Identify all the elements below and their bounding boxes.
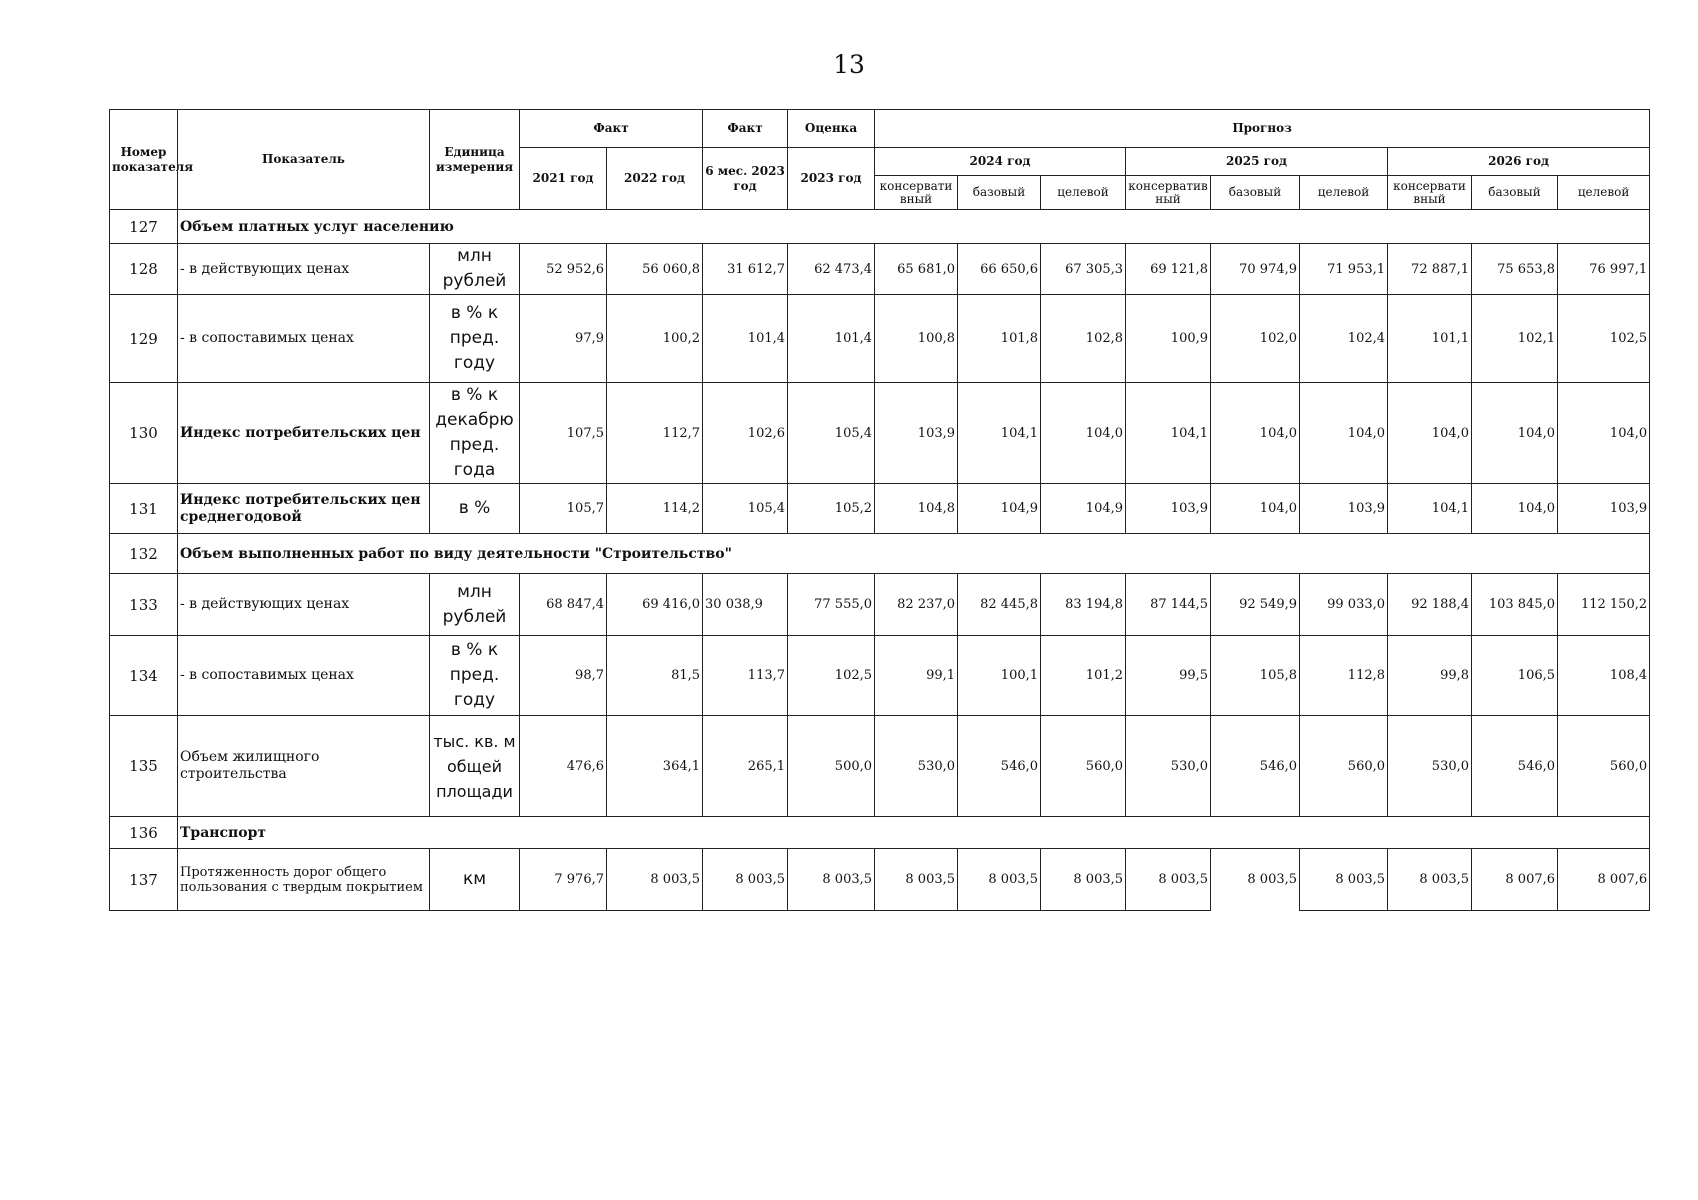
row-number: 135 [110, 716, 178, 817]
value-cell: 105,4 [703, 484, 788, 534]
value-cell: 102,1 [1472, 295, 1558, 383]
header-scenario-conservative: консервативный [875, 176, 958, 210]
value-cell: 265,1 [703, 716, 788, 817]
table-body [110, 210, 1650, 911]
value-cell: 103,9 [1126, 484, 1211, 534]
value-cell: 103,9 [1300, 484, 1388, 534]
unit-cell: км [430, 849, 520, 911]
indicator-name: - в действующих ценах [178, 574, 430, 636]
value-cell: 69 416,0 [607, 574, 703, 636]
value-cell: 560,0 [1041, 716, 1126, 817]
value-cell: 62 473,4 [788, 244, 875, 295]
header-scenario-target: целевой [1041, 176, 1126, 210]
row-number: 130 [110, 383, 178, 484]
value-cell: 546,0 [1211, 716, 1300, 817]
value-cell: 8 003,5 [958, 849, 1041, 911]
indicator-name: Индекс потребительских цен [178, 383, 430, 484]
value-cell: 104,0 [1558, 383, 1650, 484]
value-cell: 82 237,0 [875, 574, 958, 636]
row-number: 134 [110, 636, 178, 716]
value-cell: 8 003,5 [875, 849, 958, 911]
value-cell: 75 653,8 [1472, 244, 1558, 295]
unit-cell: в % к пред. году [430, 295, 520, 383]
table-row [110, 210, 1650, 244]
header-2026: 2026 год [1388, 148, 1650, 176]
header-scenario-base: базовый [1472, 176, 1558, 210]
value-cell: 100,8 [875, 295, 958, 383]
value-cell: 102,8 [1041, 295, 1126, 383]
value-cell: 92 549,9 [1211, 574, 1300, 636]
value-cell: 106,5 [1472, 636, 1558, 716]
header-scenario-base: базовый [1211, 176, 1300, 210]
value-cell: 530,0 [1126, 716, 1211, 817]
header-fact: Факт [520, 110, 703, 148]
value-cell: 68 847,4 [520, 574, 607, 636]
value-cell: 546,0 [958, 716, 1041, 817]
indicator-name: Индекс потребительских цен среднегодовой [178, 484, 430, 534]
value-cell: 112,7 [607, 383, 703, 484]
value-cell: 476,6 [520, 716, 607, 817]
value-cell: 7 976,7 [520, 849, 607, 911]
value-cell: 8 003,5 [1211, 849, 1300, 911]
value-cell: 105,4 [788, 383, 875, 484]
value-cell: 104,0 [1211, 484, 1300, 534]
value-cell: 100,1 [958, 636, 1041, 716]
value-cell: 560,0 [1558, 716, 1650, 817]
header-scenario-target: целевой [1558, 176, 1650, 210]
value-cell: 76 997,1 [1558, 244, 1650, 295]
value-cell: 104,0 [1388, 383, 1472, 484]
value-cell: 113,7 [703, 636, 788, 716]
value-cell: 112,8 [1300, 636, 1388, 716]
value-cell: 8 007,6 [1472, 849, 1558, 911]
row-number: 128 [110, 244, 178, 295]
value-cell: 69 121,8 [1126, 244, 1211, 295]
value-cell: 104,1 [958, 383, 1041, 484]
value-cell: 8 007,6 [1558, 849, 1650, 911]
row-number: 136 [110, 817, 178, 849]
unit-cell: тыс. кв. м общей площади [430, 716, 520, 817]
value-cell: 104,9 [1041, 484, 1126, 534]
value-cell: 99,1 [875, 636, 958, 716]
value-cell: 101,1 [1388, 295, 1472, 383]
table-row [110, 244, 1650, 295]
forecast-table [109, 109, 1650, 911]
value-cell: 102,6 [703, 383, 788, 484]
header-2025: 2025 год [1126, 148, 1388, 176]
value-cell: 99 033,0 [1300, 574, 1388, 636]
value-cell: 102,5 [788, 636, 875, 716]
value-cell: 8 003,5 [1041, 849, 1126, 911]
value-cell: 104,8 [875, 484, 958, 534]
value-cell: 101,8 [958, 295, 1041, 383]
value-cell: 92 188,4 [1388, 574, 1472, 636]
indicator-name: - в сопоставимых ценах [178, 295, 430, 383]
value-cell: 82 445,8 [958, 574, 1041, 636]
table-row [110, 716, 1650, 817]
value-cell: 8 003,5 [788, 849, 875, 911]
row-number: 131 [110, 484, 178, 534]
header-forecast: Прогноз [875, 110, 1650, 148]
value-cell: 560,0 [1300, 716, 1388, 817]
indicator-name: Объем жилищного строительства [178, 716, 430, 817]
value-cell: 105,2 [788, 484, 875, 534]
table-row [110, 484, 1650, 534]
header-2024: 2024 год [875, 148, 1126, 176]
value-cell: 104,0 [1472, 383, 1558, 484]
value-cell: 100,2 [607, 295, 703, 383]
value-cell: 500,0 [788, 716, 875, 817]
value-cell: 100,9 [1126, 295, 1211, 383]
value-cell: 364,1 [607, 716, 703, 817]
value-cell: 101,2 [1041, 636, 1126, 716]
table-row [110, 817, 1650, 849]
value-cell: 530,0 [875, 716, 958, 817]
value-cell: 105,8 [1211, 636, 1300, 716]
unit-cell: млн рублей [430, 574, 520, 636]
header-indicator: Показатель [178, 110, 430, 210]
header-6m-2023: 6 мес. 2023 год [703, 148, 788, 210]
value-cell: 112 150,2 [1558, 574, 1650, 636]
value-cell: 30 038,9 [703, 574, 788, 636]
value-cell: 103,9 [875, 383, 958, 484]
row-number: 137 [110, 849, 178, 911]
header-scenario-target: целевой [1300, 176, 1388, 210]
header-2022: 2022 год [607, 148, 703, 210]
value-cell: 104,1 [1126, 383, 1211, 484]
value-cell: 114,2 [607, 484, 703, 534]
value-cell: 103,9 [1558, 484, 1650, 534]
row-number: 133 [110, 574, 178, 636]
value-cell: 97,9 [520, 295, 607, 383]
value-cell: 65 681,0 [875, 244, 958, 295]
value-cell: 102,4 [1300, 295, 1388, 383]
header-2023: 2023 год [788, 148, 875, 210]
value-cell: 8 003,5 [1388, 849, 1472, 911]
value-cell: 546,0 [1472, 716, 1558, 817]
value-cell: 31 612,7 [703, 244, 788, 295]
value-cell: 83 194,8 [1041, 574, 1126, 636]
value-cell: 104,0 [1300, 383, 1388, 484]
value-cell: 8 003,5 [607, 849, 703, 911]
value-cell: 102,5 [1558, 295, 1650, 383]
value-cell: 104,1 [1388, 484, 1472, 534]
value-cell: 99,5 [1126, 636, 1211, 716]
table-header [110, 110, 1650, 210]
row-number: 129 [110, 295, 178, 383]
header-scenario-base: базовый [958, 176, 1041, 210]
value-cell: 8 003,5 [1126, 849, 1211, 911]
value-cell: 107,5 [520, 383, 607, 484]
table-row [110, 574, 1650, 636]
value-cell: 101,4 [703, 295, 788, 383]
indicator-name: - в действующих ценах [178, 244, 430, 295]
value-cell: 8 003,5 [1300, 849, 1388, 911]
section-title: Объем выполненных работ по виду деятельности "Строительство" [178, 534, 1650, 574]
value-cell: 52 952,6 [520, 244, 607, 295]
unit-cell: млн рублей [430, 244, 520, 295]
value-cell: 77 555,0 [788, 574, 875, 636]
value-cell: 108,4 [1558, 636, 1650, 716]
header-2021: 2021 год [520, 148, 607, 210]
table-row [110, 295, 1650, 383]
section-title: Транспорт [178, 817, 1650, 849]
value-cell: 99,8 [1388, 636, 1472, 716]
row-number: 132 [110, 534, 178, 574]
value-cell: 81,5 [607, 636, 703, 716]
value-cell: 8 003,5 [703, 849, 788, 911]
header-scenario-conservative: консервативный [1388, 176, 1472, 210]
value-cell: 102,0 [1211, 295, 1300, 383]
header-scenario-conservative: консервативный [1126, 176, 1211, 210]
section-title: Объем платных услуг населению [178, 210, 1650, 244]
table-row [110, 383, 1650, 484]
value-cell: 87 144,5 [1126, 574, 1211, 636]
value-cell: 101,4 [788, 295, 875, 383]
value-cell: 530,0 [1388, 716, 1472, 817]
row-number: 127 [110, 210, 178, 244]
value-cell: 66 650,6 [958, 244, 1041, 295]
indicator-name: Протяженность дорог общего пользования с твердым покрытием [178, 849, 430, 911]
value-cell: 67 305,3 [1041, 244, 1126, 295]
unit-cell: в % к декабрю пред. года [430, 383, 520, 484]
page-number: 13 [833, 50, 865, 79]
value-cell: 56 060,8 [607, 244, 703, 295]
value-cell: 104,0 [1211, 383, 1300, 484]
table-row [110, 534, 1650, 574]
value-cell: 105,7 [520, 484, 607, 534]
value-cell: 70 974,9 [1211, 244, 1300, 295]
unit-cell: в % [430, 484, 520, 534]
value-cell: 103 845,0 [1472, 574, 1558, 636]
unit-cell: в % к пред. году [430, 636, 520, 716]
value-cell: 71 953,1 [1300, 244, 1388, 295]
indicator-name: - в сопоставимых ценах [178, 636, 430, 716]
header-fact-2: Факт [703, 110, 788, 148]
table-row [110, 636, 1650, 716]
value-cell: 72 887,1 [1388, 244, 1472, 295]
header-estimate: Оценка [788, 110, 875, 148]
value-cell: 104,9 [958, 484, 1041, 534]
header-unit: Единица измерения [430, 110, 520, 210]
header-number: Номер показателя [110, 110, 178, 210]
value-cell: 104,0 [1041, 383, 1126, 484]
table-row [110, 849, 1650, 911]
value-cell: 104,0 [1472, 484, 1558, 534]
value-cell: 98,7 [520, 636, 607, 716]
